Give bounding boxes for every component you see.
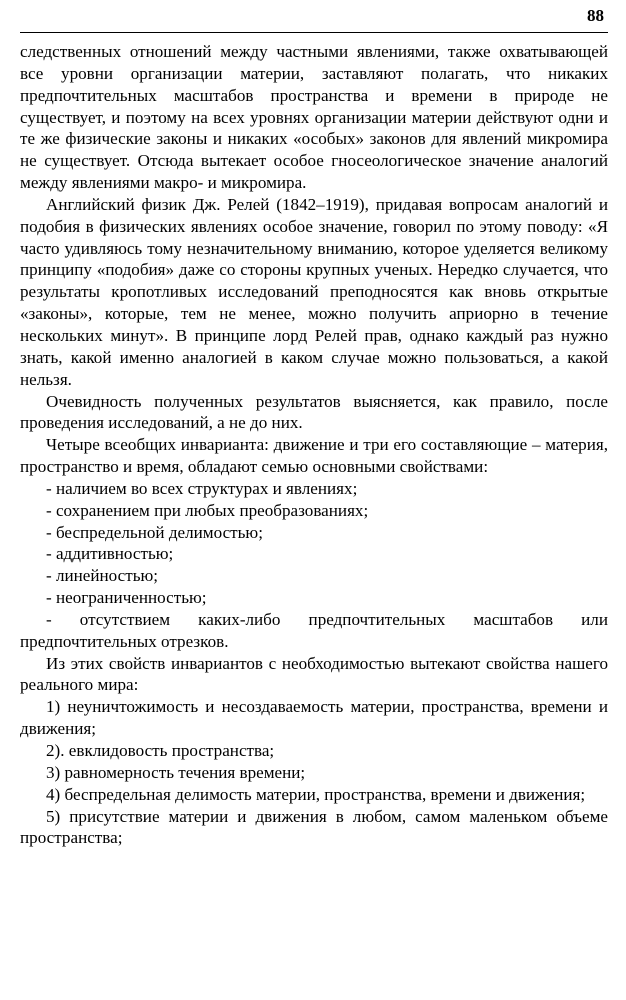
paragraph: - линейностью;: [46, 566, 159, 586]
paragraph: - аддитивностью;: [46, 544, 174, 564]
body-text: [20, 41, 608, 849]
paragraph: Из этих свойств инвариантов с необходимостью вытекают свойства нашего реального мира:: [20, 653, 608, 695]
paragraph: Очевидность полученных результатов выясняется, как правило, после проведения исследований, а не до них.: [20, 391, 608, 433]
paragraph: Четыре всеобщих инварианта: движение и три его составляющие – материя, пространство и время, обладают семью основными свойствами:: [20, 435, 608, 477]
paragraph: - неограниченностью;: [46, 588, 207, 608]
paragraph: 4) беспредельная делимость материи, пространства, времени и движения;: [46, 784, 586, 804]
paragraph: Английский физик Дж. Релей (1842–1919), придавая вопросам аналогий и подобия в физических явлениях особое значение, говорил по этому поводу: «Я часто удивляюсь тому незначительному вниманию, которое уделяется великому принципу «подобия» даже со стороны крупных ученых. Нередко случается, что результаты кропотливых исследований преподносятся как вновь открытые «законы», которые, тем не менее, можно получить априорно в течение нескольких минут». В принципе лорд Релей прав, однако каждый раз нужно знать, какой именно аналогией в каком случае можно пользоваться, а какой нельзя.: [20, 194, 608, 389]
paragraph: следственных отношений между частными явлениями, также охватывающей все уровни организации материи, заставляют полагать, что никаких предпочтительных масштабов пространства и времени в природе не существует, и поэтому на всех уровнях организации материи действуют одни и те же физические законы и никаких «особых» законов для явлений микромира не существует. Отсюда вытекает особое гносеологическое значение аналогий между явлениями макро- и микромира.: [20, 42, 608, 193]
paragraph: - беспредельной делимостью;: [46, 522, 263, 542]
paragraph: 1) неуничтожимость и несоздаваемость материи, пространства, времени и движения;: [20, 697, 608, 739]
paragraph: 3) равномерность течения времени;: [46, 762, 306, 782]
paragraph: 2). евклидовость пространства;: [46, 741, 275, 760]
paragraph: 5) присутствие материи и движения в любом, самом маленьком объеме пространства;: [20, 806, 608, 848]
header-divider: [20, 32, 608, 33]
paragraph: - отсутствием каких-либо предпочтительных масштабов или предпочтительных отрезков.: [20, 609, 608, 651]
page-number: 88: [587, 6, 604, 25]
paragraph: - наличием во всех структурах и явлениях;: [46, 478, 358, 498]
paragraph: - сохранением при любых преобразованиях;: [46, 500, 369, 520]
